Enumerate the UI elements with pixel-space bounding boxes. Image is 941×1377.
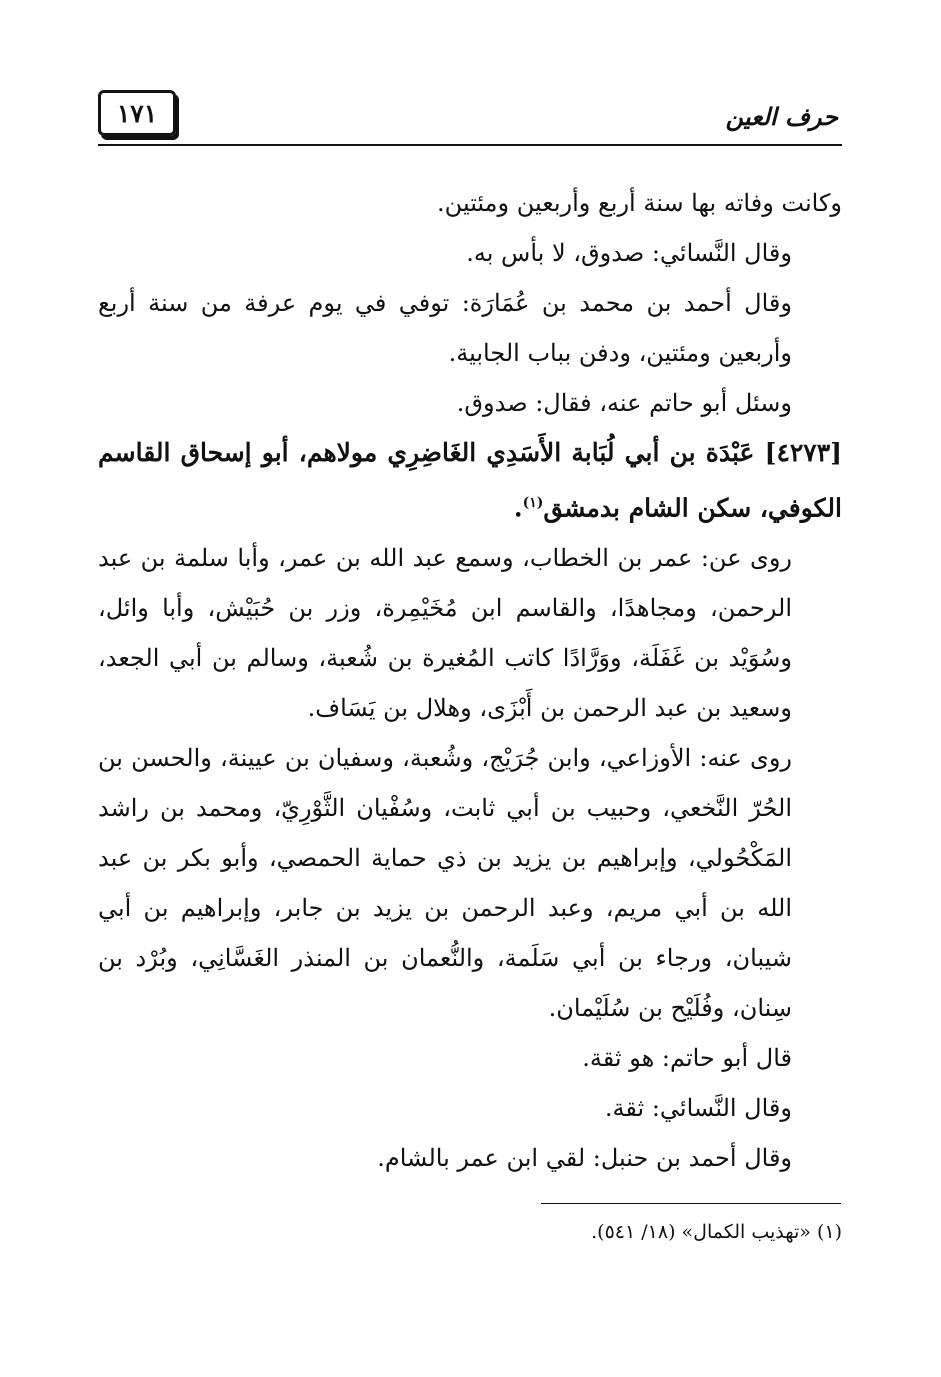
paragraph: وقال أحمد بن حنبل: لقي ابن عمر بالشام. (377, 1144, 792, 1173)
paragraph: وسئل أبو حاتم عنه، فقال: صدوق. (456, 389, 792, 417)
page-number: ١٧١ (116, 98, 158, 128)
footnote-rule (541, 1203, 841, 1204)
paragraph: روى عن: عمر بن الخطاب، وسمع عبد الله بن عمر، وأبا سلمة بن عبد الرحمن، ومجاهدًا، والقاسم ابن مُخَيْمِرة، وزر بن حُبَيْش، وأبا وائل، وسُوَيْد بن غَفَلَة، ووَرَّادًا كاتب المُغيرة بن شُعبة، وسالم بن أبي الجعد، وسعيد بن عبد الرحمن بن أَبْزَى، وهلال بن يَسَاف. (98, 544, 792, 723)
entry-heading (98, 428, 842, 533)
page-number-box (98, 90, 176, 136)
header-rule (98, 144, 842, 146)
main-text (98, 178, 842, 1183)
paragraph: قال أبو حاتم: هو ثقة. (582, 1044, 792, 1073)
entry-title-text: [٤٢٧٣] عَبْدَة بن أبي لُبَابة الأَسَدِي الغَاضِرِي مولاهم، أبو إسحاق القاسم الكوفي، سكن الشام بدمشق (98, 438, 842, 523)
paragraph: وقال النَّسائي: ثقة. (604, 1094, 792, 1123)
page-header (98, 90, 842, 148)
footnote-reference: (١) (522, 495, 544, 511)
entry-title-end: . (513, 493, 523, 523)
paragraph: وكانت وفاته بها سنة أربع وأربعين ومئتين. (437, 189, 842, 217)
running-title: حرف العين (725, 102, 838, 131)
paragraph: وقال النَّسائي: صدوق، لا بأس به. (466, 239, 792, 267)
paragraph: وقال أحمد بن محمد بن عُمَارَة: توفي في يوم عرفة من سنة أربع وأربعين ومئتين، ودفن بباب الجابية. (98, 289, 792, 367)
footnote: (١) «تهذيب الكمال» (١٨/ ٥٤١). (591, 1221, 842, 1243)
paragraph: روى عنه: الأوزاعي، وابن جُرَيْج، وشُعبة، وسفيان بن عيينة، والحسن بن الحُرّ النَّخعي، وحبيب بن أبي ثابت، وسُفْيان الثَّوْرِيّ، ومحمد بن راشد المَكْحُولي، وإبراهيم بن يزيد بن ذي حماية الحمصي، وأبو بكر بن عبد الله بن أبي مريم، وعبد الرحمن بن يزيد بن جابر، وإبراهيم بن أبي شيبان، ورجاء بن أبي سَلَمة، والنُّعمان بن المنذر الغَسَّانِي، وبُرْد بن سِنان، وفُلَيْح بن سُلَيْمان. (98, 744, 792, 1023)
